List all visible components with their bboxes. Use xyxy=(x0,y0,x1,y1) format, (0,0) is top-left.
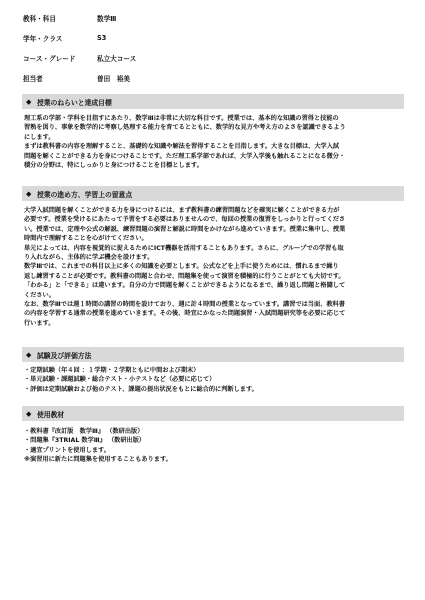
paragraph: 単元によっては、内容を視覚的に捉えるためにICT機器を活用することもあります。さらに、グループでの学習も取 り入れながら、主体的に学ぶ機会を設けます。 xyxy=(24,244,344,262)
info-row-teacher xyxy=(23,68,323,88)
section-header-evaluation xyxy=(22,347,404,362)
section-header-materials xyxy=(22,406,404,421)
diamond-icon: ◆ xyxy=(26,409,32,418)
list-item: ・定期試験（年４回 ：１学期・２学期ともに中間および期末） xyxy=(24,367,200,374)
section-body-materials xyxy=(24,427,402,465)
paragraph: 大学入試問題を解くことができる力を身につけるには、まず教科書の練習問題などを確実に解くことができる力が 必要です。授業を受けるにあたって予習をする必要はありませんので、毎回の授業の復習をしっかりと行ってくださ い。授業では、定理や公式の解説、練習問題の演習と解説に時間をかけながら進めていきます。授業に集中し、授業 時間内で理解することを心がけてください。 xyxy=(24,207,346,243)
paragraph: 数学Ⅲでは、これまでの科目以上に多くの知識を必要とします。公式などを上手に使うためには、慣れるまで繰り 返し練習することが必要です。教科書の問題と合わせ、問題集を使って演習を積極的に行うことがとても大切です。 「わかる」と「できる」は違います。自分の力で問題を解くことができるようになるまで、繰り返し問題と格闘して ください。 xyxy=(24,263,346,299)
paragraph: 理工系の学部・学科を目指すにあたり、数学Ⅲは非常に大切な科目です。授業では、基本的な知識の習得と技能の 習熟を図り、事象を数学的に考察し処理する能力を育てるとともに、数学的な見方や考え方のよさを認識できるよう にします。 xyxy=(24,115,346,141)
info-label: 教科・科目 xyxy=(23,15,56,23)
list-item: ・適宜プリントを使用します。 xyxy=(24,446,110,454)
info-value: S3 xyxy=(97,34,107,42)
info-row-subject xyxy=(23,8,323,28)
paragraph: なお、数学Ⅲでは週１時間の講習の時間を設けており、週に計４時間の授業となっています。講習では当面、教科書 の内容を学習する通常の授業を進めていきます。その後、時宜にかなった問題演習・入試問題研究等を必要に応じて 行います。 xyxy=(24,301,346,327)
section-title: 試験及び評価方法 xyxy=(37,351,92,360)
course-info-table xyxy=(23,8,323,88)
list-item: ・教科書『改訂版 数学Ⅲ』 （数研出版） xyxy=(24,428,144,435)
list-item: ・問題集『3TRIAL 数学Ⅲ』 （数研出版） xyxy=(24,437,146,445)
info-label: 担当者 xyxy=(23,75,43,83)
section-body-method xyxy=(24,206,402,328)
list-item: ・評価は定期試験および他のテスト、課題の提出状況をもとに総合的に判断します。 xyxy=(24,385,258,393)
diamond-icon: ◆ xyxy=(26,189,32,198)
info-value: 曽田 裕美 xyxy=(97,75,130,83)
section-header-aims xyxy=(22,94,404,109)
info-label: コース・グレード xyxy=(23,55,76,63)
info-row-class xyxy=(23,28,323,48)
diamond-icon: ◆ xyxy=(26,97,32,106)
info-value: 私立大コース xyxy=(97,55,137,63)
section-title: 授業のねらいと達成目標 xyxy=(37,98,112,107)
section-title: 使用教材 xyxy=(37,410,65,419)
info-value: 数学Ⅲ xyxy=(97,15,117,23)
section-body-evaluation xyxy=(24,366,402,394)
paragraph: まずは教科書の内容を理解すること、基礎的な知識や解法を習得することを目指します。大きな目標は、大学入試 問題を解くことができる力を身につけることです。ただ理工系学部であれば、大学入学後も触れることになる微分・ 積分の分野は、特にしっかりと身につけることを目標とします。 xyxy=(24,143,346,170)
info-label: 学年・クラス xyxy=(23,35,63,43)
list-item: ※演習用に新たに問題集を使用することもあります。 xyxy=(24,456,172,464)
section-header-method xyxy=(22,186,404,201)
list-item: ・単元試験・課題試験・総合テスト・小テストなど（必要に応じて） xyxy=(24,376,216,384)
diamond-icon: ◆ xyxy=(26,350,32,359)
section-body-aims xyxy=(24,114,402,170)
info-row-course xyxy=(23,48,323,68)
section-title: 授業の進め方、学習上の留意点 xyxy=(37,190,133,199)
